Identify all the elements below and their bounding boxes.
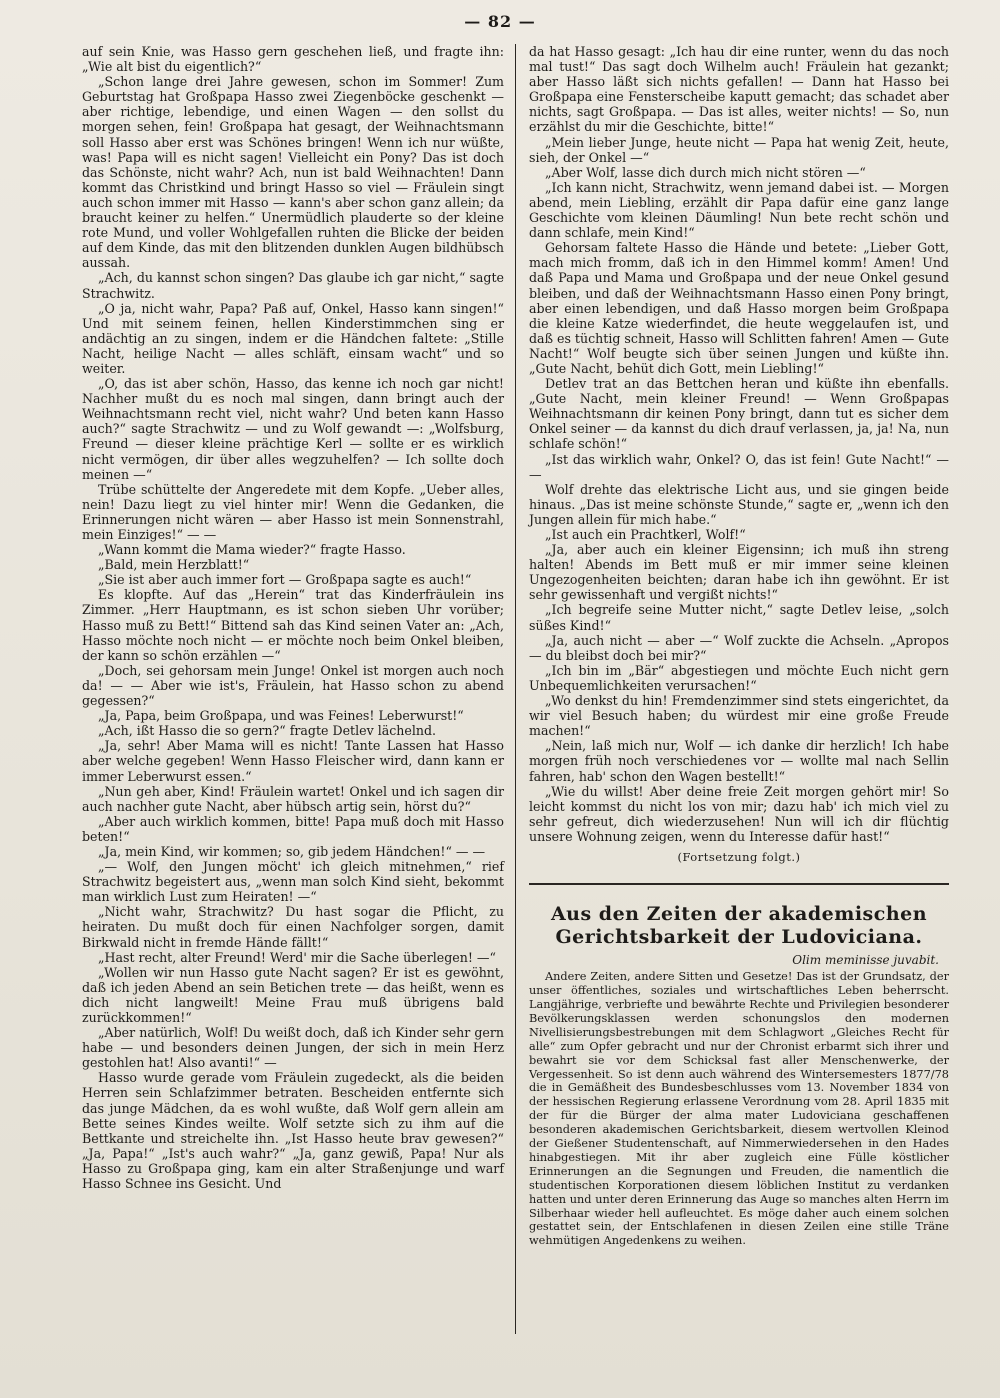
paragraph: Wolf drehte das elektrische Licht aus, und sie gingen beide hinaus. „Das ist meine schönste Stunde,“ sagte er, „wenn ich den Jungen allein für mich habe.“ <box>529 481 949 527</box>
paragraph: „Bald, mein Herzblatt!“ <box>98 557 250 573</box>
paragraph: „Ach, ißt Hasso die so gern?“ fragte Detlev lächelnd. <box>98 723 437 739</box>
paragraph: Hasso wurde gerade vom Fräulein zugedeckt, als die beiden Herren sein Schlafzimmer betraten. Bescheiden entfernte sich das junge Mädchen, da es wohl wußte, daß Wolf gern allein am Bette seines Kindes weilte. Wolf setzte sich zu ihm auf die Bettkante und streichelte ihn. „Ist Hasso heute brav gewesen?“ „Ja, Papa!“ „Ist's auch wahr?“ „Ja, ganz gewiß, Papa! Nur als Hasso zu Großpapa ging, kam ein alter Straßenjunge und warf Hasso Schnee ins Gesicht. Und <box>82 1070 504 1192</box>
paragraph: „Schon lange drei Jahre gewesen, schon im Sommer! Zum Geburtstag hat Großpapa Hasso zwei Ziegenböcke geschenkt — aber richtige, lebendige, und einen Wagen — den sollst du morgen sehen, fein! Großpapa hat gesagt, der Weihnachtsmann soll Hasso aber erst was Schönes bringen! Wenn ich nur wüßte, was! Papa will es nicht sagen! Vielleicht ein Pony? Das ist doch das Schönste, nicht wahr? Ach, nun ist bald Weihnachten! Dann kommt das Christkind und bringt Hasso so viel — Fräulein singt auch schon immer mit Hasso — kann's aber schon ganz allein; da braucht keiner zu helfen.“ Unermüdlich plauderte so der kleine rote Mund, und voller Wohlgefallen ruhten die Blicke der beiden auf dem Kinde, das mit den blitzenden dunklen Augen bildhübsch aussah. <box>82 74 504 271</box>
paragraph: „Ja, sehr! Aber Mama will es nicht! Tante Lassen hat Hasso aber welche gegeben! Wenn Hasso Fleischer wird, dann kann er immer Leberwurst essen.“ <box>82 738 504 784</box>
paragraph: „Ich bin im „Bär“ abgestiegen und möchte Euch nicht gern Unbequemlichkeiten verursachen!“ <box>529 662 949 693</box>
paragraph: Es klopfte. Auf das „Herein“ trat das Kinderfräulein ins Zimmer. „Herr Hauptmann, es ist schon sieben Uhr vorüber; Hasso muß zu Bett!“ Bittend sah das Kind seinen Vater an: „Ach, Hasso möchte noch nicht — er möchte noch beim Onkel bleiben, der kann so schön erzählen —“ <box>82 587 504 663</box>
paragraph: auf sein Knie, was Hasso gern geschehen ließ, und fragte ihn: „Wie alt bist du eigentlich?“ <box>82 44 504 75</box>
paragraph: Trübe schüttelte der Angeredete mit dem Kopfe. „Ueber alles, nein! Dazu liegt zu viel hinter mir! Wenn die Gedanken, die Erinnerungen nicht wären — aber Hasso ist mein Sonnenstrahl, mein Einziges!“ — — <box>82 481 504 542</box>
paragraph: „Ist das wirklich wahr, Onkel? O, das ist fein! Gute Nacht!“ — — <box>529 451 949 482</box>
paragraph: „Wollen wir nun Hasso gute Nacht sagen? Er ist es gewöhnt, daß ich jeden Abend an sein Betichen trete — das heißt, wenn es dich nicht langweilt! Meine Frau muß übrigens bald zurückkommen!“ <box>82 964 504 1025</box>
paragraph: „Aber auch wirklich kommen, bitte! Papa muß doch mit Hasso beten!“ <box>82 813 504 844</box>
continuation-note: (Fortsetzung folgt.) <box>677 849 801 864</box>
column-divider <box>515 44 516 1334</box>
article-motto: Olim meminisse juvabit. <box>792 953 939 968</box>
page-number: — 82 — <box>464 12 536 31</box>
paragraph: „Aber natürlich, Wolf! Du weißt doch, daß ich Kinder sehr gern habe — und besonders deinen Jungen, der sich in mein Herz gestohlen hat! Also avanti!“ — <box>82 1025 504 1071</box>
article-body: Andere Zeiten, andere Sitten und Gesetze! Das ist der Grundsatz, der unser öffentliches, soziales und wirtschaftliches Leben beherrscht. Langjährige, verbriefte und bewährte Rechte und Privilegien besonderer Bevölkerungsklassen werden schonungslos den modernen Nivellisierungsbestrebungen mit dem Schlagwort „Gleiches Recht für alle“ zum Opfer gebracht und nur der Chronist erbarmt sich ihrer und bewahrt sie vor dem Schicksal fast aller Menschenwerke, der Vergessenheit. So ist denn auch während des Wintersemesters 1877/78 die in Gemäßheit des Bundesbeschlusses vom 13. November 1834 von der hessischen Regierung erlassene Verordnung vom 28. April 1835 mit der für die Bürger der alma mater Ludoviciana geschaffenen besonderen akademischen Gerichtsbarkeit, diesem wertvollen Kleinod der Gießener Studentenschaft, auf Nimmerwiedersehen in den Hades hinabgestiegen. Mit ihr aber zugleich eine Fülle köstlicher Erinnerungen an die Segnungen und Freuden, die namentlich die studentischen Korporationen diesem löblichen Institut zu verdanken hatten und unter deren Erinnerung das Auge so manches alten Herrn im Silberhaar wieder hell aufleuchtet. Es möge daher auch einem solchen gestattet sein, der Entschlafenen in diesen Zeilen eine stille Träne wehmütigen Angedenkens zu weihen. <box>529 970 949 1248</box>
left-column <box>82 44 504 1191</box>
paragraph: „Aber Wolf, lasse dich durch mich nicht stören —“ <box>545 164 866 180</box>
paragraph: „O ja, nicht wahr, Papa? Paß auf, Onkel, Hasso kann singen!“ Und mit seinem feinen, hellen Kinderstimmchen sing er andächtig an zu singen, indem er die Händchen faltete: „Stille Nacht, heilige Nacht — alles schläft, einsam wacht“ und so weiter. <box>82 300 504 376</box>
paragraph: Detlev trat an das Bettchen heran und küßte ihn ebenfalls. „Gute Nacht, mein kleiner Freund! — Wenn Großpapas Weihnachtsmann dir keinen Pony bringt, dann tut es sicher dem Onkel seiner — da kannst du dich drauf verlassen, ja, ja! Na, nun schlafe schön!“ <box>529 376 949 452</box>
paragraph: „Mein lieber Junge, heute nicht — Papa hat wenig Zeit, heute, sieh, der Onkel —“ <box>529 134 949 165</box>
paragraph: „Wo denkst du hin! Fremdenzimmer sind stets eingerichtet, da wir viel Besuch haben; du würdest mir eine große Freude machen!“ <box>529 693 949 739</box>
article-title: Aus den Zeiten der akademischen Gerichtsbarkeit der Ludoviciana. <box>550 903 928 949</box>
paragraph: „Ach, du kannst schon singen? Das glaube ich gar nicht,“ sagte Strachwitz. <box>82 270 504 301</box>
section-rule <box>529 883 949 885</box>
paragraph: „Ja, mein Kind, wir kommen; so, gib jedem Händchen!“ — — <box>98 843 486 859</box>
paragraph: „Wie du willst! Aber deine freie Zeit morgen gehört mir! So leicht kommst du nicht los von mir; dazu hab' ich mich viel zu sehr gefreut, dich wiederzusehen! Nun will ich dir flüchtig unsere Wohnung zeigen, wenn du Interesse dafür hast!“ <box>529 783 949 844</box>
paragraph: „Hast recht, alter Freund! Werd' mir die Sache überlegen! —“ <box>98 949 496 965</box>
paragraph: „— Wolf, den Jungen möcht' ich gleich mitnehmen,“ rief Strachwitz begeistert aus, „wenn man solch Kind sieht, bekommt man wirklich Lust zum Heiraten! —“ <box>82 859 504 905</box>
paragraph: „Ich kann nicht, Strachwitz, wenn jemand dabei ist. — Morgen abend, mein Liebling, erzählt dir Papa dafür eine ganz lange Geschichte vom kleinen Däumling! Nun bete recht schön und dann schlafe, mein Kind!“ <box>529 179 949 241</box>
right-column <box>529 44 949 1248</box>
paragraph: „Ja, Papa, beim Großpapa, und was Feines! Leberwurst!“ <box>98 708 464 724</box>
paragraph: „Nun geh aber, Kind! Fräulein wartet! Onkel und ich sagen dir auch nachher gute Nacht, aber hübsch artig sein, hörst du?“ <box>82 783 504 814</box>
paragraph: „Nein, laß mich nur, Wolf — ich danke dir herzlich! Ich habe morgen früh noch verschiedenes vor — wollte mal nach Sellin fahren, hab' schon den Wagen bestellt!“ <box>529 738 949 784</box>
paragraph: Gehorsam faltete Hasso die Hände und betete: „Lieber Gott, mach mich fromm, daß ich in den Himmel komm! Amen! Und daß Papa und Mama und Großpapa und der neue Onkel gesund bleiben, und daß der Weihnachtsmann Hasso einen Pony bringt, aber einen lebendigen, und daß Hasso morgen beim Großpapa die kleine Katze wiederfindet, die heute weggelaufen ist, und daß es tüchtig schneit, Hasso will Schlitten fahren! Amen — Gute Nacht!“ Wolf beugte sich über seinen Jungen und küßte ihn. „Gute Nacht, behüt dich Gott, mein Liebling!“ <box>529 240 949 376</box>
paragraph: „Doch, sei gehorsam mein Junge! Onkel ist morgen auch noch da! — — Aber wie ist's, Fräulein, hat Hasso schon zu abend gegessen?“ <box>82 662 504 709</box>
paragraph: „Ich begreife seine Mutter nicht,“ sagte Detlev leise, „solch süßes Kind!“ <box>529 602 949 633</box>
paragraph: „Wann kommt die Mama wieder?“ fragte Hasso. <box>98 542 406 558</box>
paragraph: „Nicht wahr, Strachwitz? Du hast sogar die Pflicht, zu heiraten. Du mußt doch für einen Nachfolger sorgen, damit Birkwald nicht in fremde Hände fällt!“ <box>82 904 504 950</box>
paragraph: „Sie ist aber auch immer fort — Großpapa sagte es auch!“ <box>98 572 472 588</box>
paragraph: „O, das ist aber schön, Hasso, das kenne ich noch gar nicht! Nachher mußt du es noch mal singen, dann bringt auch der Weihnachtsmann recht viel, nicht wahr? Und beten kann Hasso auch?“ sagte Strachwitz — und zu Wolf gewandt —: „Wolfsburg, Freund — dieser kleine prächtige Kerl — sollte er es wirklich nicht vermögen, dir über alles wegzuhelfen? — Ich sollte doch meinen —“ <box>82 376 504 482</box>
paragraph: „Ja, aber auch ein kleiner Eigensinn; ich muß ihn streng halten! Abends im Bett muß er mir immer seine kleinen Ungezogenheiten beichten; daran habe ich ihn gewöhnt. Er ist sehr gewissenhaft und vergißt nichts!“ <box>529 542 949 603</box>
paragraph: „Ja, auch nicht — aber —“ Wolf zuckte die Achseln. „Apropos — du bleibst doch bei mir?“ <box>529 632 949 663</box>
paragraph: „Ist auch ein Prachtkerl, Wolf!“ <box>545 527 746 542</box>
paragraph: da hat Hasso gesagt: „Ich hau dir eine runter, wenn du das noch mal tust!“ Das sagt doch Wilhelm auch! Fräulein hat gezankt; aber Hasso läßt sich nichts gefallen! — Dann hat Hasso bei Großpapa eine Fensterscheibe kaputt gemacht; das schadet aber nichts, sagt Großpapa. — Das ist alles, weiter nichts! — So, nun erzählst du mir die Geschichte, bitte!“ <box>529 44 949 135</box>
